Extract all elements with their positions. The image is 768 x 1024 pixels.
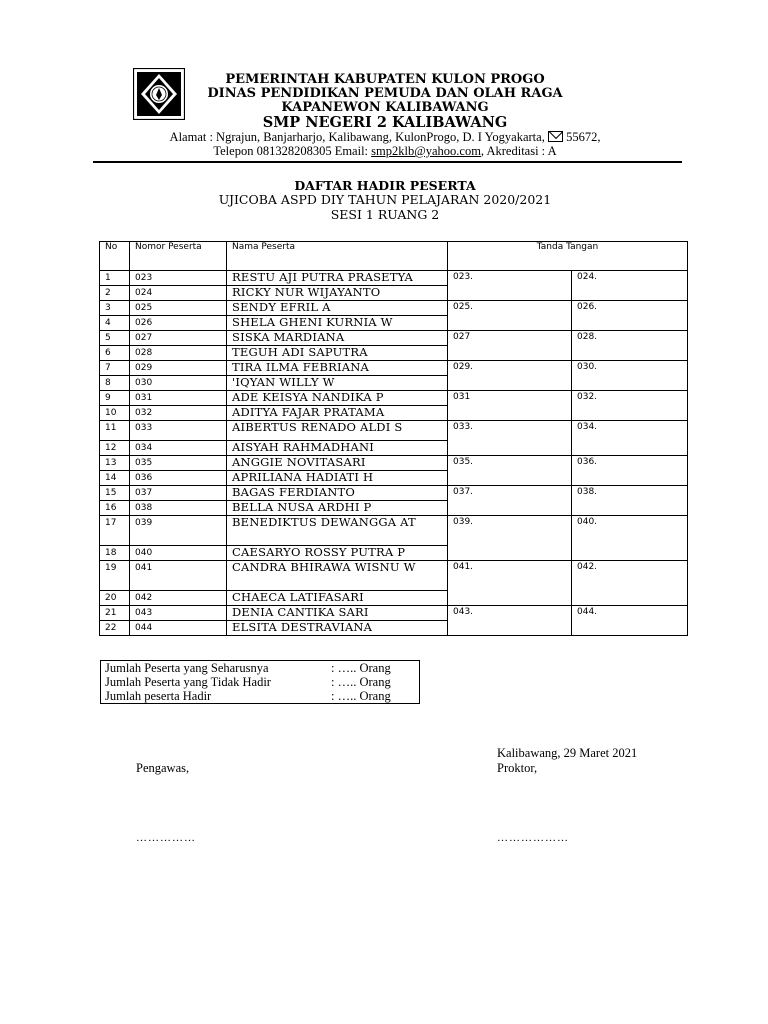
participant-name: AIBERTUS RENADO ALDI S (227, 421, 448, 441)
participant-number: 025 (130, 301, 227, 316)
participant-name: ADE KEISYA NANDIKA P (227, 391, 448, 406)
table-row (100, 361, 688, 376)
signature-cell-left: 039. (448, 516, 572, 561)
participant-number: 037 (130, 486, 227, 501)
signature-cell-right: 030. (572, 361, 688, 391)
row-number: 6 (100, 346, 130, 361)
signature-cell-right: 036. (572, 456, 688, 486)
participant-number: 027 (130, 331, 227, 346)
participant-name: 'IQYAN WILLY W (227, 376, 448, 391)
pengawas-signature-line: …………… (136, 832, 196, 844)
table-row (100, 421, 688, 441)
participant-number: 031 (130, 391, 227, 406)
summary-label: Jumlah Peserta yang Seharusnya (105, 661, 269, 675)
participant-name: TIRA ILMA FEBRIANA (227, 361, 448, 376)
participant-name: SENDY EFRIL A (227, 301, 448, 316)
row-number: 17 (100, 516, 130, 546)
table-row (100, 331, 688, 346)
row-number: 9 (100, 391, 130, 406)
participant-number: 036 (130, 471, 227, 486)
header-address (100, 130, 670, 145)
participant-number: 028 (130, 346, 227, 361)
participant-number: 040 (130, 546, 227, 561)
signature-cell-right: 044. (572, 606, 688, 636)
participant-number: 024 (130, 286, 227, 301)
participant-name: CHAECA LATIFASARI (227, 591, 448, 606)
summary-value: : ….. Orang (331, 689, 391, 703)
row-number: 18 (100, 546, 130, 561)
summary-row (101, 661, 420, 676)
participant-name: ELSITA DESTRAVIANA (227, 621, 448, 636)
row-number: 3 (100, 301, 130, 316)
signature-cell-right: 028. (572, 331, 688, 361)
table-row (100, 271, 688, 286)
signature-cell-right: 040. (572, 516, 688, 561)
row-number: 10 (100, 406, 130, 421)
participant-name: SISKA MARDIANA (227, 331, 448, 346)
summary-row (101, 675, 420, 689)
participant-number: 034 (130, 441, 227, 456)
row-number: 12 (100, 441, 130, 456)
header-no: No (100, 242, 130, 271)
table-row (100, 486, 688, 501)
attendance-table (99, 241, 688, 636)
participant-number: 035 (130, 456, 227, 471)
signature-cell-right: 032. (572, 391, 688, 421)
row-number: 8 (100, 376, 130, 391)
document-subtitle: UJICOBA ASPD DIY TAHUN PELAJARAN 2020/2021 (218, 192, 552, 207)
header-school-name: SMP NEGERI 2 KALIBAWANG (262, 114, 508, 131)
header-contact (100, 144, 670, 159)
header-government: PEMERINTAH KABUPATEN KULON PROGO (225, 72, 545, 87)
signature-cell-right: 024. (572, 271, 688, 301)
signature-cell-right: 034. (572, 421, 688, 456)
participant-number: 029 (130, 361, 227, 376)
participant-name: CANDRA BHIRAWA WISNU W (227, 561, 448, 591)
signature-cell-left: 043. (448, 606, 572, 636)
participant-name: DENIA CANTIKA SARI (227, 606, 448, 621)
row-number: 4 (100, 316, 130, 331)
participant-number: 038 (130, 501, 227, 516)
participant-number: 044 (130, 621, 227, 636)
signature-cell-left: 025. (448, 301, 572, 331)
table-row (100, 516, 688, 546)
signature-cell-right: 042. (572, 561, 688, 606)
row-number: 20 (100, 591, 130, 606)
place-date: Kalibawang, 29 Maret 2021 (497, 746, 638, 760)
table-row (100, 606, 688, 621)
table-row (100, 561, 688, 591)
row-number: 15 (100, 486, 130, 501)
participant-number: 032 (130, 406, 227, 421)
participant-number: 042 (130, 591, 227, 606)
row-number: 2 (100, 286, 130, 301)
signature-cell-left: 027 (448, 331, 572, 361)
participant-name: ANGGIE NOVITASARI (227, 456, 448, 471)
participant-name: BAGAS FERDIANTO (227, 486, 448, 501)
proktor-signature-line: ……………… (497, 832, 569, 844)
participant-name: SHELA GHENI KURNIA W (227, 316, 448, 331)
document-title: DAFTAR HADIR PESERTA (294, 178, 476, 193)
signature-cell-left: 033. (448, 421, 572, 456)
table-header-row (100, 242, 688, 271)
participant-name: CAESARYO ROSSY PUTRA P (227, 546, 448, 561)
participant-name: APRILIANA HADIATI H (227, 471, 448, 486)
participant-name: AISYAH RAHMADHANI (227, 441, 448, 456)
signature-cell-left: 031 (448, 391, 572, 421)
row-number: 5 (100, 331, 130, 346)
signature-cell-left: 029. (448, 361, 572, 391)
row-number: 13 (100, 456, 130, 471)
phone-text: Telepon 081328208305 Email: (213, 144, 369, 158)
email-link[interactable]: smp2klb@yahoo.com (371, 144, 481, 158)
signature-cell-right: 026. (572, 301, 688, 331)
participant-name: BENEDIKTUS DEWANGGA AT (227, 516, 448, 546)
participant-number: 030 (130, 376, 227, 391)
summary-value: : ….. Orang (331, 675, 391, 689)
table-row (100, 391, 688, 406)
participant-name: ADITYA FAJAR PRATAMA (227, 406, 448, 421)
summary-value: : ….. Orang (331, 661, 391, 675)
participant-name: TEGUH ADI SAPUTRA (227, 346, 448, 361)
header-divider (93, 161, 682, 163)
session-info: SESI 1 RUANG 2 (330, 207, 440, 222)
signature-cell-left: 035. (448, 456, 572, 486)
row-number: 14 (100, 471, 130, 486)
signature-cell-right: 038. (572, 486, 688, 516)
header-district: KAPANEWON KALIBAWANG (281, 100, 489, 115)
participant-name: RICKY NUR WIJAYANTO (227, 286, 448, 301)
participant-number: 033 (130, 421, 227, 441)
envelope-icon (548, 131, 563, 142)
accreditation-text: , Akreditasi : A (480, 144, 557, 158)
header-tanda-tangan: Tanda Tangan (448, 242, 688, 271)
row-number: 7 (100, 361, 130, 376)
participant-number: 039 (130, 516, 227, 546)
summary-label: Jumlah Peserta yang Tidak Hadir (105, 675, 271, 689)
summary-label: Jumlah peserta Hadir (105, 689, 212, 703)
participant-name: BELLA NUSA ARDHI P (227, 501, 448, 516)
participant-number: 026 (130, 316, 227, 331)
participant-number: 023 (130, 271, 227, 286)
row-number: 11 (100, 421, 130, 441)
signature-cell-left: 023. (448, 271, 572, 301)
signature-cell-left: 041. (448, 561, 572, 606)
table-row (100, 456, 688, 471)
row-number: 21 (100, 606, 130, 621)
header-department: DINAS PENDIDIKAN PEMUDA DAN OLAH RAGA (207, 86, 563, 101)
participant-number: 043 (130, 606, 227, 621)
address-text: Alamat : Ngrajun, Banjarharjo, Kalibawang, KulonProgo, D. I Yogyakarta, (169, 130, 545, 144)
row-number: 16 (100, 501, 130, 516)
summary-box (100, 660, 420, 704)
table-row (100, 301, 688, 316)
row-number: 19 (100, 561, 130, 591)
header-nomor-peserta: Nomor Peserta (130, 242, 227, 271)
row-number: 22 (100, 621, 130, 636)
participant-name: RESTU AJI PUTRA PRASETYA (227, 271, 448, 286)
pengawas-label: Pengawas, (136, 761, 190, 775)
proktor-label: Proktor, (497, 761, 538, 775)
header-nama-peserta: Nama Peserta (227, 242, 448, 271)
participant-number: 041 (130, 561, 227, 591)
signature-cell-left: 037. (448, 486, 572, 516)
row-number: 1 (100, 271, 130, 286)
postal-code: 55672, (566, 130, 601, 144)
summary-row (101, 689, 420, 704)
